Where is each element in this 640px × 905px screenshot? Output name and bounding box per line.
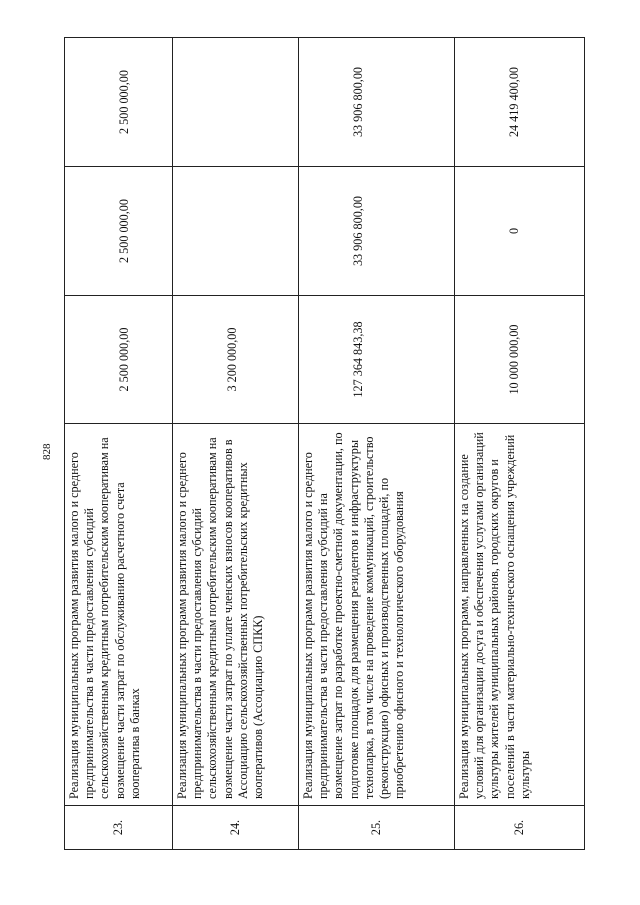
amount-col5 bbox=[173, 38, 299, 167]
page-number: 828 bbox=[41, 443, 53, 460]
table-row bbox=[455, 38, 585, 850]
row-description: Реализация муниципальных программ развития малого и среднего предпринимательства в части предоставления субсидий сельскохозяйственным кредитным потребительским кооперативам на возмещение части затрат по обслуживанию расчетного счета кооператива в банках bbox=[65, 424, 173, 806]
amount-col5: 33 906 800,00 bbox=[299, 38, 455, 167]
amount-col3: 127 364 843,38 bbox=[299, 296, 455, 424]
amount-col5: 24 419 400,00 bbox=[455, 38, 585, 167]
budget-table bbox=[64, 37, 585, 850]
amount-col4 bbox=[173, 167, 299, 296]
row-description: Реализация муниципальных программ, направленных на создание условий для организации досуга и обеспечения услугами организаций культуры жителей муниципальных районов, городских округов и поселений в части материально-технического оснащения учреждений культуры bbox=[455, 424, 585, 806]
row-number: 23. bbox=[65, 806, 173, 850]
rotated-table-container bbox=[64, 38, 584, 850]
row-number: 26. bbox=[455, 806, 585, 850]
amount-col3: 2 500 000,00 bbox=[65, 296, 173, 424]
amount-col3: 10 000 000,00 bbox=[455, 296, 585, 424]
row-description: Реализация муниципальных программ развития малого и среднего предпринимательства в части предоставления субсидий сельскохозяйственным кредитным потребительским кооперативам на возмещение части затрат по уплате членских взносов кооперативов в Ассоциацию сельскохозяйственных потребительских кредитных кооперативов (Ассоциацию СПКК) bbox=[173, 424, 299, 806]
table-row bbox=[299, 38, 455, 850]
table-row bbox=[173, 38, 299, 850]
amount-col4: 0 bbox=[455, 167, 585, 296]
amount-col3: 3 200 000,00 bbox=[173, 296, 299, 424]
table-row bbox=[65, 38, 173, 850]
row-description: Реализация муниципальных программ развития малого и среднего предпринимательства в части предоставления субсидий на возмещение затрат по разработке проектно-сметной документации, по подготовке площадок для размещения резидентов и инфраструктуры технопарка, в том числе на проведение коммуникаций, строительство (реконструкцию) офисных и производственных площадей, по приобретению офисного и технологического оборудования bbox=[299, 424, 455, 806]
amount-col4: 2 500 000,00 bbox=[65, 167, 173, 296]
row-number: 24. bbox=[173, 806, 299, 850]
row-number: 25. bbox=[299, 806, 455, 850]
amount-col5: 2 500 000,00 bbox=[65, 38, 173, 167]
amount-col4: 33 906 800,00 bbox=[299, 167, 455, 296]
